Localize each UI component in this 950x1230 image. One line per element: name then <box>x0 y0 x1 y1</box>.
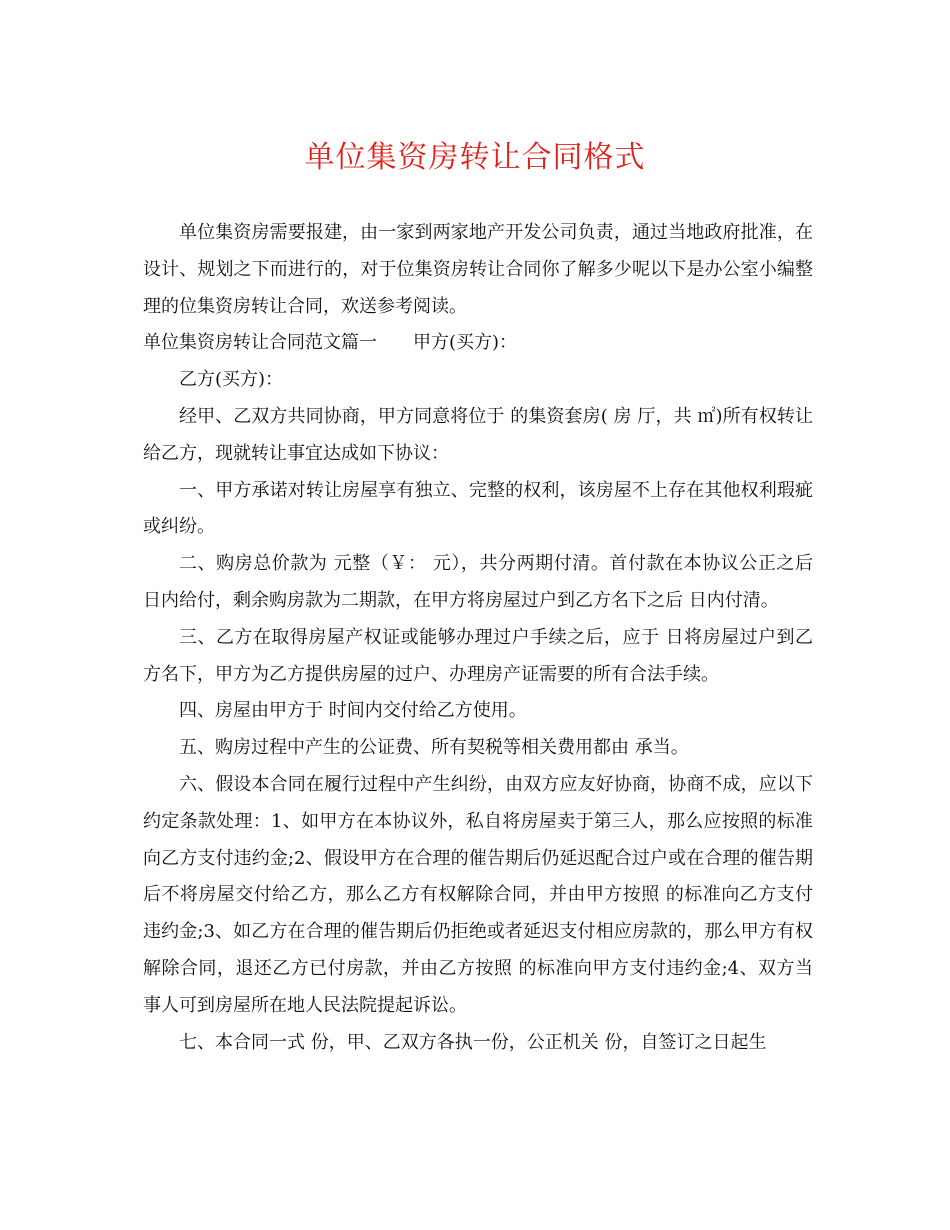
paragraph-agreement: 经甲、乙双方共同协商，甲方同意将位于 的集资套房( 房 厅，共 ㎡)所有权转让给乙方，现就转让事宜达成如下协议： <box>143 405 813 464</box>
clause-6: 六、假设本合同在履行过程中产生纠纷，由双方应友好协商，协商不成，应以下约定条款处理：1、如甲方在本协议外，私自将房屋卖于第三人，那么应按照的标准向乙方支付违约金;2、假设甲方在合理的催告期后仍延迟配合过户或在合理的催告期后不将房屋交付给乙方，那么乙方有权解除合同，并由甲方按照 的标准向乙方支付违约金;3、如乙方在合理的催告期后仍拒绝或者延迟支付相应房款的，那么甲方有权解除合同，退还乙方已付房款，并由乙方按照 的标准向甲方支付违约金;4、双方当事人可到房屋所在地人民法院提起诉讼。 <box>143 773 813 1016</box>
clause-4: 四、房屋由甲方于 时间内交付给乙方使用。 <box>179 700 527 722</box>
paragraph-party-b: 乙方(买方)： <box>179 369 284 391</box>
document-body <box>143 215 813 1061</box>
paragraph-heading-party-a: 单位集资房转让合同范文篇一 甲方(买方)： <box>143 332 518 354</box>
clause-1: 一、甲方承诺对转让房屋享有独立、完整的权利，该房屋不上存在其他权利瑕疵或纠纷。 <box>143 479 813 538</box>
document-title: 单位集资房转让合同格式 <box>304 140 646 175</box>
paragraph-intro: 单位集资房需要报建，由一家到两家地产开发公司负责，通过当地政府批准，在设计、规划之下而进行的，对于位集资房转让合同你了解多少呢以下是办公室小编整理的位集资房转让合同，欢送参考阅读。 <box>143 222 813 317</box>
clause-2: 二、购房总价款为 元整（￥： 元），共分两期付清。首付款在本协议公正之后 日内给付，剩余购房款为二期款，在甲方将房屋过户到乙方名下之后 日内付清。 <box>143 553 813 611</box>
clause-7: 七、本合同一式 份，甲、乙双方各执一份，公正机关 份，自签订之日起生 <box>179 1031 767 1053</box>
clause-5: 五、购房过程中产生的公证费、所有契税等相关费用都由 承当。 <box>179 737 689 759</box>
clause-3: 三、乙方在取得房屋产权证或能够办理过户手续之后，应于 日将房屋过户到乙方名下，甲方为乙方提供房屋的过户、办理房产证需要的所有合法手续。 <box>143 626 813 685</box>
